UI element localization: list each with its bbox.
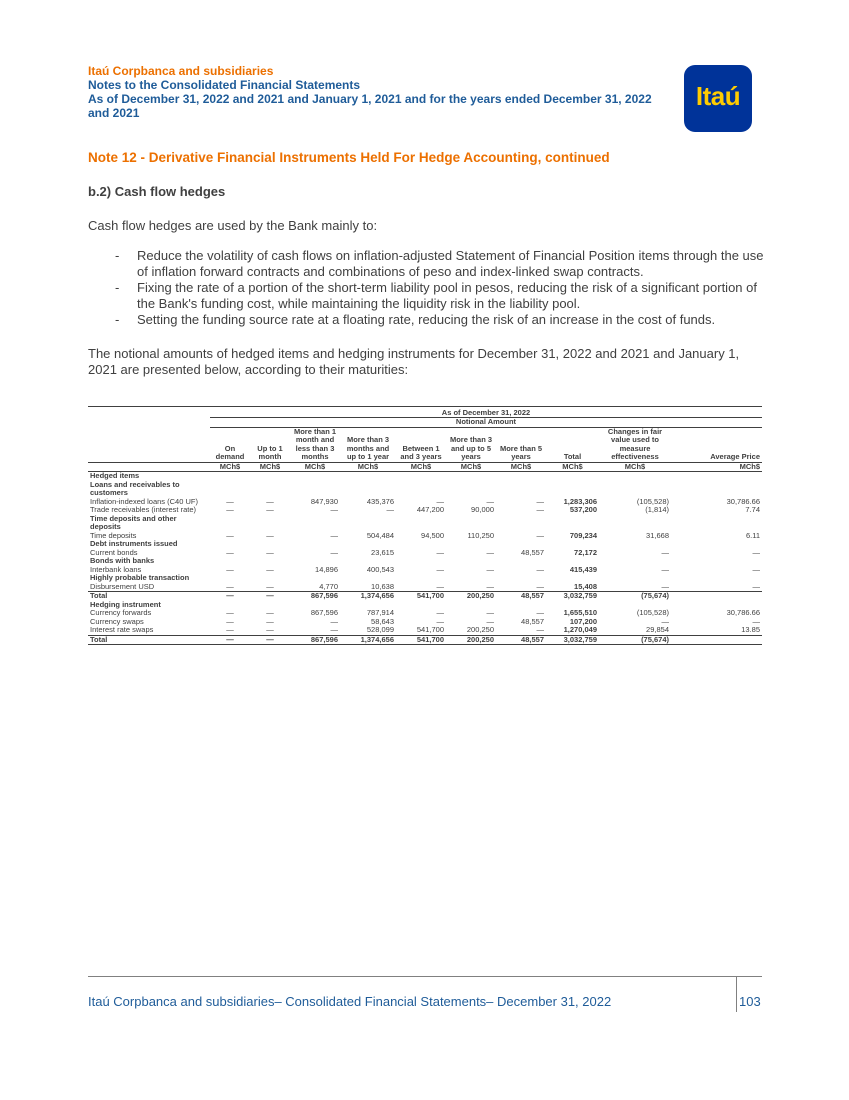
value-cell: 1,283,306 [563, 496, 597, 506]
blank-cell [496, 481, 546, 498]
total-value: 3,032,759 [546, 635, 599, 645]
value-cell: — [436, 581, 444, 591]
hedge-table-container [88, 406, 762, 645]
column-header: More than 3 months and up to 1 year [346, 435, 390, 461]
section-label: Highly probable transaction [90, 573, 190, 582]
column-header: Up to 1 month [257, 443, 283, 461]
value-cell: 709,234 [569, 530, 597, 540]
unit-header: MCh$ [446, 462, 496, 472]
total-value: 867,596 [290, 592, 340, 601]
blank-cell [88, 418, 210, 428]
blank-header [88, 427, 210, 462]
value-cell: — [436, 496, 444, 506]
total-value [671, 635, 762, 645]
value-cell: 4,770 [319, 581, 338, 591]
value-cell: 447,200 [416, 505, 444, 514]
blank-cell [396, 481, 446, 498]
column-header: Changes in fair value used to measure effectiveness [607, 426, 663, 461]
bullet-list [88, 248, 768, 328]
section-row [88, 481, 762, 498]
value-cell: — [536, 625, 544, 634]
company-name: Itaú Corpbanca and subsidiaries [88, 64, 274, 78]
value-cell: 90,000 [471, 505, 494, 514]
row-label: Interbank loans [90, 564, 142, 574]
bullet-dash: - [115, 312, 120, 327]
value-cell: — [436, 616, 444, 626]
value-cell: — [661, 564, 669, 574]
row-label: Disbursement USD [90, 581, 155, 591]
table-row [88, 609, 762, 618]
value-cell: 400,543 [366, 564, 394, 574]
total-value: — [210, 635, 250, 645]
section-row [88, 557, 762, 566]
total-value: 200,250 [446, 635, 496, 645]
total-value: 541,700 [396, 635, 446, 645]
value-cell: — [436, 564, 444, 574]
value-cell: — [226, 608, 234, 617]
header-line-1: Notes to the Consolidated Financial Statements [88, 78, 361, 92]
notional-header-row [88, 418, 762, 428]
blank-cell [599, 481, 671, 498]
total-value: 1,374,656 [340, 635, 396, 645]
table-row [88, 566, 762, 575]
value-cell: — [661, 616, 669, 626]
blank-cell [496, 515, 546, 532]
total-value: 48,557 [496, 592, 546, 601]
blank-cell [250, 515, 290, 532]
value-cell: 30,786.66 [726, 608, 760, 617]
value-cell: 200,250 [466, 625, 494, 634]
section-row [88, 515, 762, 532]
value-cell: — [266, 616, 274, 626]
value-cell: 10,638 [371, 581, 394, 591]
blank-cell [88, 409, 210, 418]
value-cell: — [536, 581, 544, 591]
intro-text: Cash flow hedges are used by the Bank mainly to: [88, 218, 378, 233]
value-cell: (105,528) [636, 608, 669, 617]
blank-cell [290, 481, 340, 498]
column-header: More than 3 and up to 5 years [449, 435, 493, 461]
unit-header: MCh$ [210, 462, 250, 472]
unit-header: MCh$ [396, 462, 446, 472]
value-cell: 48,557 [521, 616, 544, 626]
table-body [88, 407, 762, 645]
value-cell: — [436, 608, 444, 617]
section-title: b.2) Cash flow hedges [88, 184, 226, 199]
value-cell: 31,668 [646, 530, 669, 540]
total-value: — [250, 592, 290, 601]
value-cell: — [486, 581, 494, 591]
blank-cell [671, 540, 762, 549]
footer-vertical-divider [736, 976, 737, 1012]
blank-cell [446, 481, 496, 498]
value-cell: — [536, 496, 544, 506]
total-value: 200,250 [446, 592, 496, 601]
blank-cell [546, 481, 599, 498]
value-cell: — [486, 496, 494, 506]
bullet-text: Fixing the rate of a portion of the short-term liability pool in pesos, reducing the risk of a significant portion of the Bank's funding cost, while maintaining the liquidity risk in the liability pool. [137, 280, 757, 311]
value-cell: 15,408 [574, 581, 597, 591]
hedged-items-label: Hedged items [90, 471, 140, 480]
total-value: 867,596 [290, 635, 340, 645]
blank-cell [671, 481, 762, 498]
total-value: — [210, 592, 250, 601]
value-cell: 1,270,049 [563, 625, 597, 634]
value-cell: — [752, 564, 760, 574]
hedging-instrument-label: Hedging instrument [90, 599, 161, 609]
row-label: Trade receivables (interest rate) [90, 505, 197, 514]
value-cell: 58,643 [371, 616, 394, 626]
value-cell: — [330, 616, 338, 626]
table-row [88, 549, 762, 558]
value-cell: 30,786.66 [726, 496, 760, 506]
value-cell: — [266, 496, 274, 506]
document-header [88, 64, 688, 120]
value-cell: — [752, 547, 760, 557]
unit-row [88, 462, 762, 472]
blank-cell [210, 481, 250, 498]
notional-intro: The notional amounts of hedged items and hedging instruments for December 31, 2022 and 2021 and January 1, 2021 are presented below, according to their maturities: [88, 346, 740, 377]
value-cell: — [486, 564, 494, 574]
value-cell: 847,930 [310, 496, 338, 506]
row-label: Currency forwards [90, 608, 152, 617]
value-cell: 14,896 [315, 564, 338, 574]
unit-header: MCh$ [250, 462, 290, 472]
blank-cell [210, 515, 250, 532]
value-cell: 13.85 [741, 625, 760, 634]
blank-cell [396, 515, 446, 532]
section-row [88, 540, 762, 549]
value-cell: 504,484 [366, 530, 394, 540]
value-cell: — [536, 564, 544, 574]
column-header: Average Price [710, 452, 760, 461]
header-line-3: and 2021 [88, 106, 140, 120]
logo-text: Itaú [695, 81, 741, 111]
blank-cell [671, 515, 762, 532]
section-label: Time deposits and other deposits [90, 513, 177, 531]
blank-cell [446, 515, 496, 532]
total-value: (75,674) [599, 635, 671, 645]
total-value: 541,700 [396, 592, 446, 601]
value-cell: 415,439 [569, 564, 597, 574]
value-cell: 537,200 [569, 505, 597, 514]
row-label: Inflation-indexed loans (C40 UF) [90, 496, 198, 506]
value-cell: 6.11 [745, 530, 760, 540]
bullet-dash: - [115, 248, 120, 263]
value-cell: 94,500 [421, 530, 444, 540]
value-cell: 787,914 [366, 608, 394, 617]
header-line-2: As of December 31, 2022 and 2021 and January 1, 2021 and for the years ended December 31, 2022 [88, 92, 652, 106]
blank-cell [671, 557, 762, 566]
value-cell: 528,099 [366, 625, 394, 634]
bullet-dash: - [115, 280, 120, 295]
blank-cell [290, 515, 340, 532]
value-cell: — [330, 547, 338, 557]
value-cell: 7.74 [745, 505, 760, 514]
value-cell: — [536, 505, 544, 514]
unit-header: MCh$ [546, 462, 599, 472]
value-cell: — [486, 547, 494, 557]
unit-header: MCh$ [290, 462, 340, 472]
column-header: Total [563, 452, 582, 461]
section-label: Bonds with banks [90, 556, 155, 565]
section-label: Loans and receivables to customers [90, 479, 180, 497]
total-row [88, 635, 762, 645]
row-label: Currency swaps [90, 616, 144, 626]
value-cell: 867,596 [310, 608, 338, 617]
value-cell: — [486, 608, 494, 617]
value-cell: — [226, 625, 234, 634]
itau-logo [684, 65, 752, 132]
value-cell: — [226, 505, 234, 514]
footer-divider [88, 976, 762, 977]
bullet-item [88, 312, 768, 328]
value-cell: 23,615 [371, 547, 394, 557]
unit-header: MCh$ [671, 462, 762, 472]
period-header-row [88, 409, 762, 418]
note-title: Note 12 - Derivative Financial Instruments Held For Hedge Accounting, continued [88, 150, 610, 165]
cash-flow-hedge-table [88, 406, 762, 645]
value-cell: — [226, 564, 234, 574]
blank-cell [599, 574, 671, 583]
value-cell: — [330, 530, 338, 540]
blank-cell [671, 574, 762, 583]
value-cell: — [752, 581, 760, 591]
value-cell: — [226, 496, 234, 506]
total-value: (75,674) [599, 592, 671, 601]
blank-cell [340, 481, 396, 498]
column-header: More than 5 years [499, 443, 543, 461]
value-cell: — [226, 547, 234, 557]
unit-header: MCh$ [599, 462, 671, 472]
total-value: — [250, 635, 290, 645]
value-cell: 541,700 [416, 625, 444, 634]
value-cell: — [266, 625, 274, 634]
value-cell: — [330, 505, 338, 514]
column-header: On demand [215, 443, 245, 461]
value-cell: — [661, 547, 669, 557]
total-label: Total [88, 592, 210, 601]
total-value [671, 592, 762, 601]
bullet-item [88, 248, 768, 280]
value-cell: — [266, 581, 274, 591]
hedged-items-row [88, 472, 762, 481]
section-label: Debt instruments issued [90, 539, 178, 548]
value-cell: — [386, 505, 394, 514]
value-cell: — [226, 530, 234, 540]
column-header: More than 1 month and less than 3 months [293, 426, 337, 461]
total-row [88, 592, 762, 601]
value-cell: — [486, 616, 494, 626]
value-cell: — [266, 564, 274, 574]
value-cell: — [752, 616, 760, 626]
column-header: Between 1 and 3 years [400, 443, 442, 461]
blank-cell [599, 540, 671, 549]
value-cell: — [266, 530, 274, 540]
table-row [88, 626, 762, 635]
value-cell: 1,655,510 [563, 608, 597, 617]
period-header: As of December 31, 2022 [210, 409, 762, 418]
total-label: Total [88, 635, 210, 645]
value-cell: — [536, 530, 544, 540]
unit-header: MCh$ [340, 462, 396, 472]
blank-cell [546, 515, 599, 532]
table-row [88, 532, 762, 541]
value-cell: — [536, 608, 544, 617]
value-cell: — [661, 581, 669, 591]
bullet-text: Setting the funding source rate at a floating rate, reducing the risk of an increase in the cost of funds. [137, 312, 716, 327]
value-cell: 29,854 [646, 625, 669, 634]
row-label: Interest rate swaps [90, 625, 154, 634]
value-cell: — [266, 505, 274, 514]
total-value: 3,032,759 [546, 592, 599, 601]
blank-cell [599, 557, 671, 566]
column-header-row [88, 427, 762, 462]
bullet-item [88, 280, 768, 312]
blank-cell [340, 515, 396, 532]
row-label: Time deposits [90, 530, 137, 540]
value-cell: — [436, 547, 444, 557]
value-cell: 110,250 [467, 530, 494, 540]
value-cell: — [266, 608, 274, 617]
page-number: 103 [739, 994, 761, 1009]
blank-cell [250, 481, 290, 498]
value-cell: 72,172 [574, 547, 597, 557]
notional-header: Notional Amount [210, 418, 762, 428]
value-cell: — [330, 625, 338, 634]
value-cell: (1,814) [645, 505, 669, 514]
section-row [88, 574, 762, 583]
value-cell: 435,376 [366, 496, 394, 506]
value-cell: — [226, 581, 234, 591]
blank-cell [599, 515, 671, 532]
value-cell: 107,200 [569, 616, 597, 626]
unit-header: MCh$ [496, 462, 546, 472]
value-cell: — [266, 547, 274, 557]
total-value: 1,374,656 [340, 592, 396, 601]
value-cell: (105,528) [636, 496, 669, 506]
value-cell: 48,557 [521, 547, 544, 557]
footer-text: Itaú Corpbanca and subsidiaries– Consolidated Financial Statements– December 31, 2022 [88, 994, 612, 1009]
bullet-text: Reduce the volatility of cash flows on inflation-adjusted Statement of Financial Position items through the use of inflation forward contracts and combinations of peso and index-linked swap contracts. [137, 248, 764, 279]
total-value: 48,557 [496, 635, 546, 645]
table-row [88, 506, 762, 515]
row-label: Current bonds [90, 547, 138, 557]
value-cell: — [226, 616, 234, 626]
